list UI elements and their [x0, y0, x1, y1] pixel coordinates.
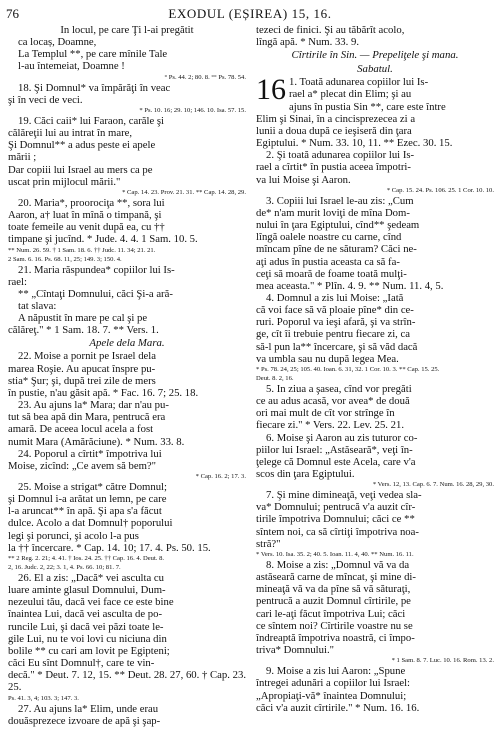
text-line: amară. De aceea locul acela a fost [8, 423, 154, 436]
text-line: călăreţii lui au intrat în mare, [8, 127, 133, 140]
text-line: va umbla sau nu după legea Mea. [256, 352, 399, 365]
text-line: va* Domnului; pentrucă v'a auzit cîr- [256, 501, 416, 514]
text-line: ** „Cîntaţi Domnului, căci Şi-a ară- [18, 287, 173, 300]
text-line: să-l pun la** încercare, şi să văd dacă [256, 340, 418, 353]
text-line: douăsprezece izvoare de apă şi şap- [8, 714, 161, 727]
text-line: decă." * Deut. 7. 12, 15. ** Deut. 28. 27, 60. † Cap. 23. 25. [8, 669, 246, 694]
text-line: şi Domnul i-a arătat un lemn, pe care [8, 493, 167, 506]
cross-reference: 2 Sam. 6. 16. Ps. 68. 11, 25; 149. 3; 150. 4. [8, 255, 122, 263]
text-line: 23. Au ajuns la* Mara; dar n'au pu- [18, 399, 169, 412]
text-line: astăseară carne de mîncat, şi mine di- [256, 571, 416, 584]
text-line: 4. Domnul a zis lui Moise: „Iată [266, 291, 404, 304]
right-column [256, 24, 494, 714]
section-heading: Cîrtirile în Sin. — Prepeliţele şi mana. [291, 49, 459, 62]
text-line: 16 1. Toată adunarea copiilor lui Is- [256, 73, 429, 107]
text-line: mării ; [8, 151, 37, 164]
text-line: 19. Căci caii* lui Faraon, carăle şi [18, 114, 165, 127]
text-line: stia* Şur; şi, după trei zile de mers [8, 374, 156, 387]
text-line: lunii a doua după ce ieşiseră din ţara [256, 124, 412, 137]
text-line: gile Lui, nu te voi lovi cu niciuna din [8, 632, 167, 645]
text-line: mineaţă vă va da pîne să vă săturaţi, [256, 583, 411, 596]
text-line: ge, cît îi trebuie pentru fiecare zi, ca [256, 328, 410, 341]
text-line: stră?" [256, 537, 281, 550]
cross-reference: * Vers. 10. Isa. 35. 2; 40. 5. Ioan. 11. 4, 40. ** Num. 16. 11. [256, 550, 414, 558]
text-line: 21. Maria răspundea* copiilor lui Is- [18, 263, 175, 276]
left-column [8, 24, 246, 727]
text-line: îndreaptă împotriva noastră, ci împo- [256, 631, 415, 644]
text-line: 27. Au ajuns la* Elim, unde erau [18, 702, 159, 715]
text-line: tat slava: [18, 299, 57, 312]
text-line: numit Mara (Amărăciune). * Num. 33. 8. [8, 435, 185, 448]
cross-reference: Deut. 8. 2, 16. [256, 374, 294, 382]
chapter-number: 16 [256, 73, 286, 107]
text-line: la †† încercare. * Cap. 14. 10; 17. 4. Ps. 50. 15. [8, 541, 211, 554]
text-line: rael a* plecat din Elim; şi au [289, 88, 412, 101]
text-line: tirile împotriva Domnului; căci ce ** [256, 513, 415, 526]
cross-reference: * Vers. 12, 13. Cap. 6. 7. Num. 16. 28, 29, 30. [372, 481, 494, 489]
text-line: Şi Domnul** a adus peste ei apele [8, 139, 156, 152]
text-line: 26. El a zis: „Dacă* vei asculta cu [18, 571, 164, 584]
text-line: ce au adus acasă, vor avea* de două [256, 395, 410, 408]
text-line: nezeului tău, dacă vei face ce este bine [8, 596, 174, 609]
text-line: ruri. Poporul va ieşi afară, şi va strîn- [256, 316, 416, 329]
cross-reference: ° Ps. 44. 2; 80. 8. °° Ps. 78. 54. [164, 73, 246, 81]
text-line: mea aceasta." * Plîn. 4. 9. ** Num. 11. 4, 5. [256, 279, 444, 292]
text-line: întregei adunări a copiilor lui Israel: [256, 677, 411, 690]
text-line: aţi adus în pustia aceasta ca să fa- [256, 255, 400, 268]
text-line: Elim şi Sinai, în a cincisprezecea zi a [256, 112, 416, 125]
section-heading: Sabatul. [357, 63, 393, 76]
text-line: Moise, zicînd: „Ce avem să bem?" [8, 459, 157, 472]
cross-reference: * Cap. 15. 24. Ps. 106. 25. 1 Cor. 10. 10. [386, 186, 494, 194]
text-line: 7. Şi mine dimineaţă, veţi vedea sla- [266, 489, 422, 502]
text-line: ori mai mult de cît vor strînge în [256, 407, 395, 420]
text-line: Dar copiii lui Israel au mers ca pe [8, 163, 153, 176]
text-line: La Templul **, pe care mînile Tale [18, 48, 168, 61]
text-line: runcile Lui, şi dacă vei păzi toate le- [8, 620, 164, 633]
cross-reference: * Ps. 10. 16; 29. 10; 146. 10. Isa. 57. 15. [139, 106, 246, 114]
text-line: legi şi porunci, şi acolo l-a pus [8, 529, 139, 542]
text-line: luare aminte glasul Domnului, Dum- [8, 584, 166, 597]
text-line: va lui Moise şi Aaron. [256, 173, 351, 186]
text-line: călăreţ." * 1 Sam. 18. 7. ** Vers. 1. [8, 324, 159, 337]
cross-reference: 2, 16. Judc. 2, 22; 3. 1, 4. Ps. 66. 10; 81. 7. [8, 563, 121, 571]
text-line: In locul, pe care Ţi l-ai pregătit [60, 24, 194, 36]
cross-reference: Ps. 41. 3, 4; 103. 3; 147. 3. [8, 694, 79, 702]
text-line: lîngă apă. * Num. 33. 9. [256, 36, 359, 49]
text-line: 3. Copiii lui Israel le-au zis: „Cum [266, 194, 414, 207]
text-line: l-au întemeiat, Doamne ! [18, 60, 125, 73]
text-line: timpane şi jucînd. * Jude. 4. 4. 1 Sam. 10. 5. [8, 233, 198, 246]
text-line: 18. Şi Domnul* va împărăţi în veac [18, 81, 171, 94]
cross-reference: * Cap. 16. 2; 17. 3. [195, 473, 246, 480]
text-line: 8. Moise a zis: „Domnul vă va da [266, 558, 410, 571]
page-number: 76 [6, 6, 19, 21]
text-line: nului în ţara Egiptului, cînd** şedeam [256, 219, 420, 232]
text-line: ţelege că Domnul este Acela, care v'a [256, 455, 416, 468]
cross-reference: ** 2 Reg. 2. 21; 4. 41. † Ios. 24. 25. †† Cap. 16. 4. Deut. 8. [8, 554, 165, 562]
cross-reference: * 1 Sam. 8. 7. Luc. 10. 16. Rom. 13. 2. [391, 657, 494, 665]
text-line: ce sîntem noi? Cîrtirile voastre nu se [256, 619, 413, 632]
text-line: ajuns în pustia Sin **, care este între [289, 100, 446, 113]
text-line: căci Eu sînt Domnul†, care te vin- [8, 657, 155, 670]
text-line: toate femeile au venit după ea, cu †† [8, 221, 165, 234]
cross-reference: * Cap. 14. 23. Prov. 21. 31. ** Cap. 14. 28, 29. [122, 188, 246, 196]
text-line: 22. Moise a pornit pe Israel dela [18, 350, 157, 363]
text-line: căci v'a auzit cîrtirile." * Num. 16. 16. [256, 701, 420, 714]
running-title: EXODUL (EȘIREA) 15, 16. [168, 6, 332, 21]
text-line: Egiptului. * Num. 33. 10, 11. ** Ezec. 30. 15. [256, 137, 453, 150]
cross-reference: ** Num. 26. 59. † 1 Sam. 18. 6. †† Judc. 11. 34; 21. 21. [8, 246, 156, 254]
text-line: dulce. Acolo a dat Domnul† poporului [8, 517, 173, 530]
page-header [6, 6, 494, 24]
text-line: pentrucă a auzit Domnul cîrtirile, pe [256, 595, 411, 608]
text-line: de* n'am murit loviţi de mîna Dom- [256, 206, 410, 219]
text-line: tut să bea apă din Mara, pentrucă era [8, 411, 166, 424]
text-line: marea Roşie. Au apucat înspre pu- [8, 362, 156, 375]
text-line: şi în veci de veci. [8, 93, 83, 106]
text-line: rael: [8, 275, 27, 288]
text-line: mîncam pîne de ne săturam? Căci ne- [256, 243, 417, 256]
text-line: 6. Moise şi Aaron au zis tuturor co- [266, 431, 418, 444]
text-line: tezeci de finici. Şi au tăbărît acolo, [256, 24, 405, 36]
cross-reference: * Ps. 78. 24, 25; 105. 40. Ioan. 6. 31, 32. 1 Cor. 10. 3. ** Cap. 15. 25. [256, 365, 440, 373]
text-line: „Apropiaţi-vă* înaintea Domnului; [256, 689, 407, 702]
text-line: uscat prin mijlocul mării." [8, 175, 121, 188]
text-line: 24. Poporul a cîrtit* împotriva lui [18, 447, 162, 460]
text-line: fiecare zi." * Vers. 22. Lev. 25. 21. [256, 419, 404, 432]
text-line: 5. In ziua a şasea, cînd vor pregăti [266, 382, 412, 395]
text-line: 9. Moise a zis lui Aaron: „Spune [266, 665, 406, 678]
text-line: 2. Şi toată adunarea copiilor lui Is- [266, 149, 415, 162]
text-line: 25. Moise a strigat* către Domnul; [18, 481, 167, 493]
text-line: rael a cîrtit* în pustia aceea împotri- [256, 161, 411, 174]
text-line: piilor lui Israel: „Astăseară*, veţi în- [256, 443, 413, 456]
text-line: sîntem noi, ca să cîrtiţi împotriva noa- [256, 525, 419, 538]
text-line: că voi face să vă ploaie pîne* din ce- [256, 304, 414, 317]
text-line: ceţi să moară de foame toată mulţi- [256, 267, 407, 280]
text-line: ca locaș, Doamne, [18, 36, 97, 49]
text-line: scos din ţara Egiptului. [256, 468, 355, 480]
text-line: triva* Domnului." [256, 644, 334, 657]
text-line: l-a aruncat** în apă. Şi apa s'a făcut [8, 505, 162, 518]
text-line: 20. Maria*, proorociţa **, sora lui [18, 196, 165, 209]
text-line: cari le-aţi făcut împotriva Lui; căci [256, 607, 406, 620]
section-heading: Apele dela Mara. [89, 337, 165, 350]
text-line: bolile ** cu cari am lovit pe Egipteni; [8, 644, 170, 657]
text-line: în pustie, n'au găsit apă. * Fac. 16. 7; 25. 18. [8, 386, 199, 399]
text-line: A năpustit în mare pe cal şi pe [18, 312, 148, 325]
text-line: lîngă oalele noastre cu carne, cînd [256, 231, 402, 244]
text-line: înaintea Lui, dacă vei asculta de po- [8, 608, 163, 621]
text-line: Aaron, a† luat în mînă o timpană, şi [8, 209, 162, 222]
